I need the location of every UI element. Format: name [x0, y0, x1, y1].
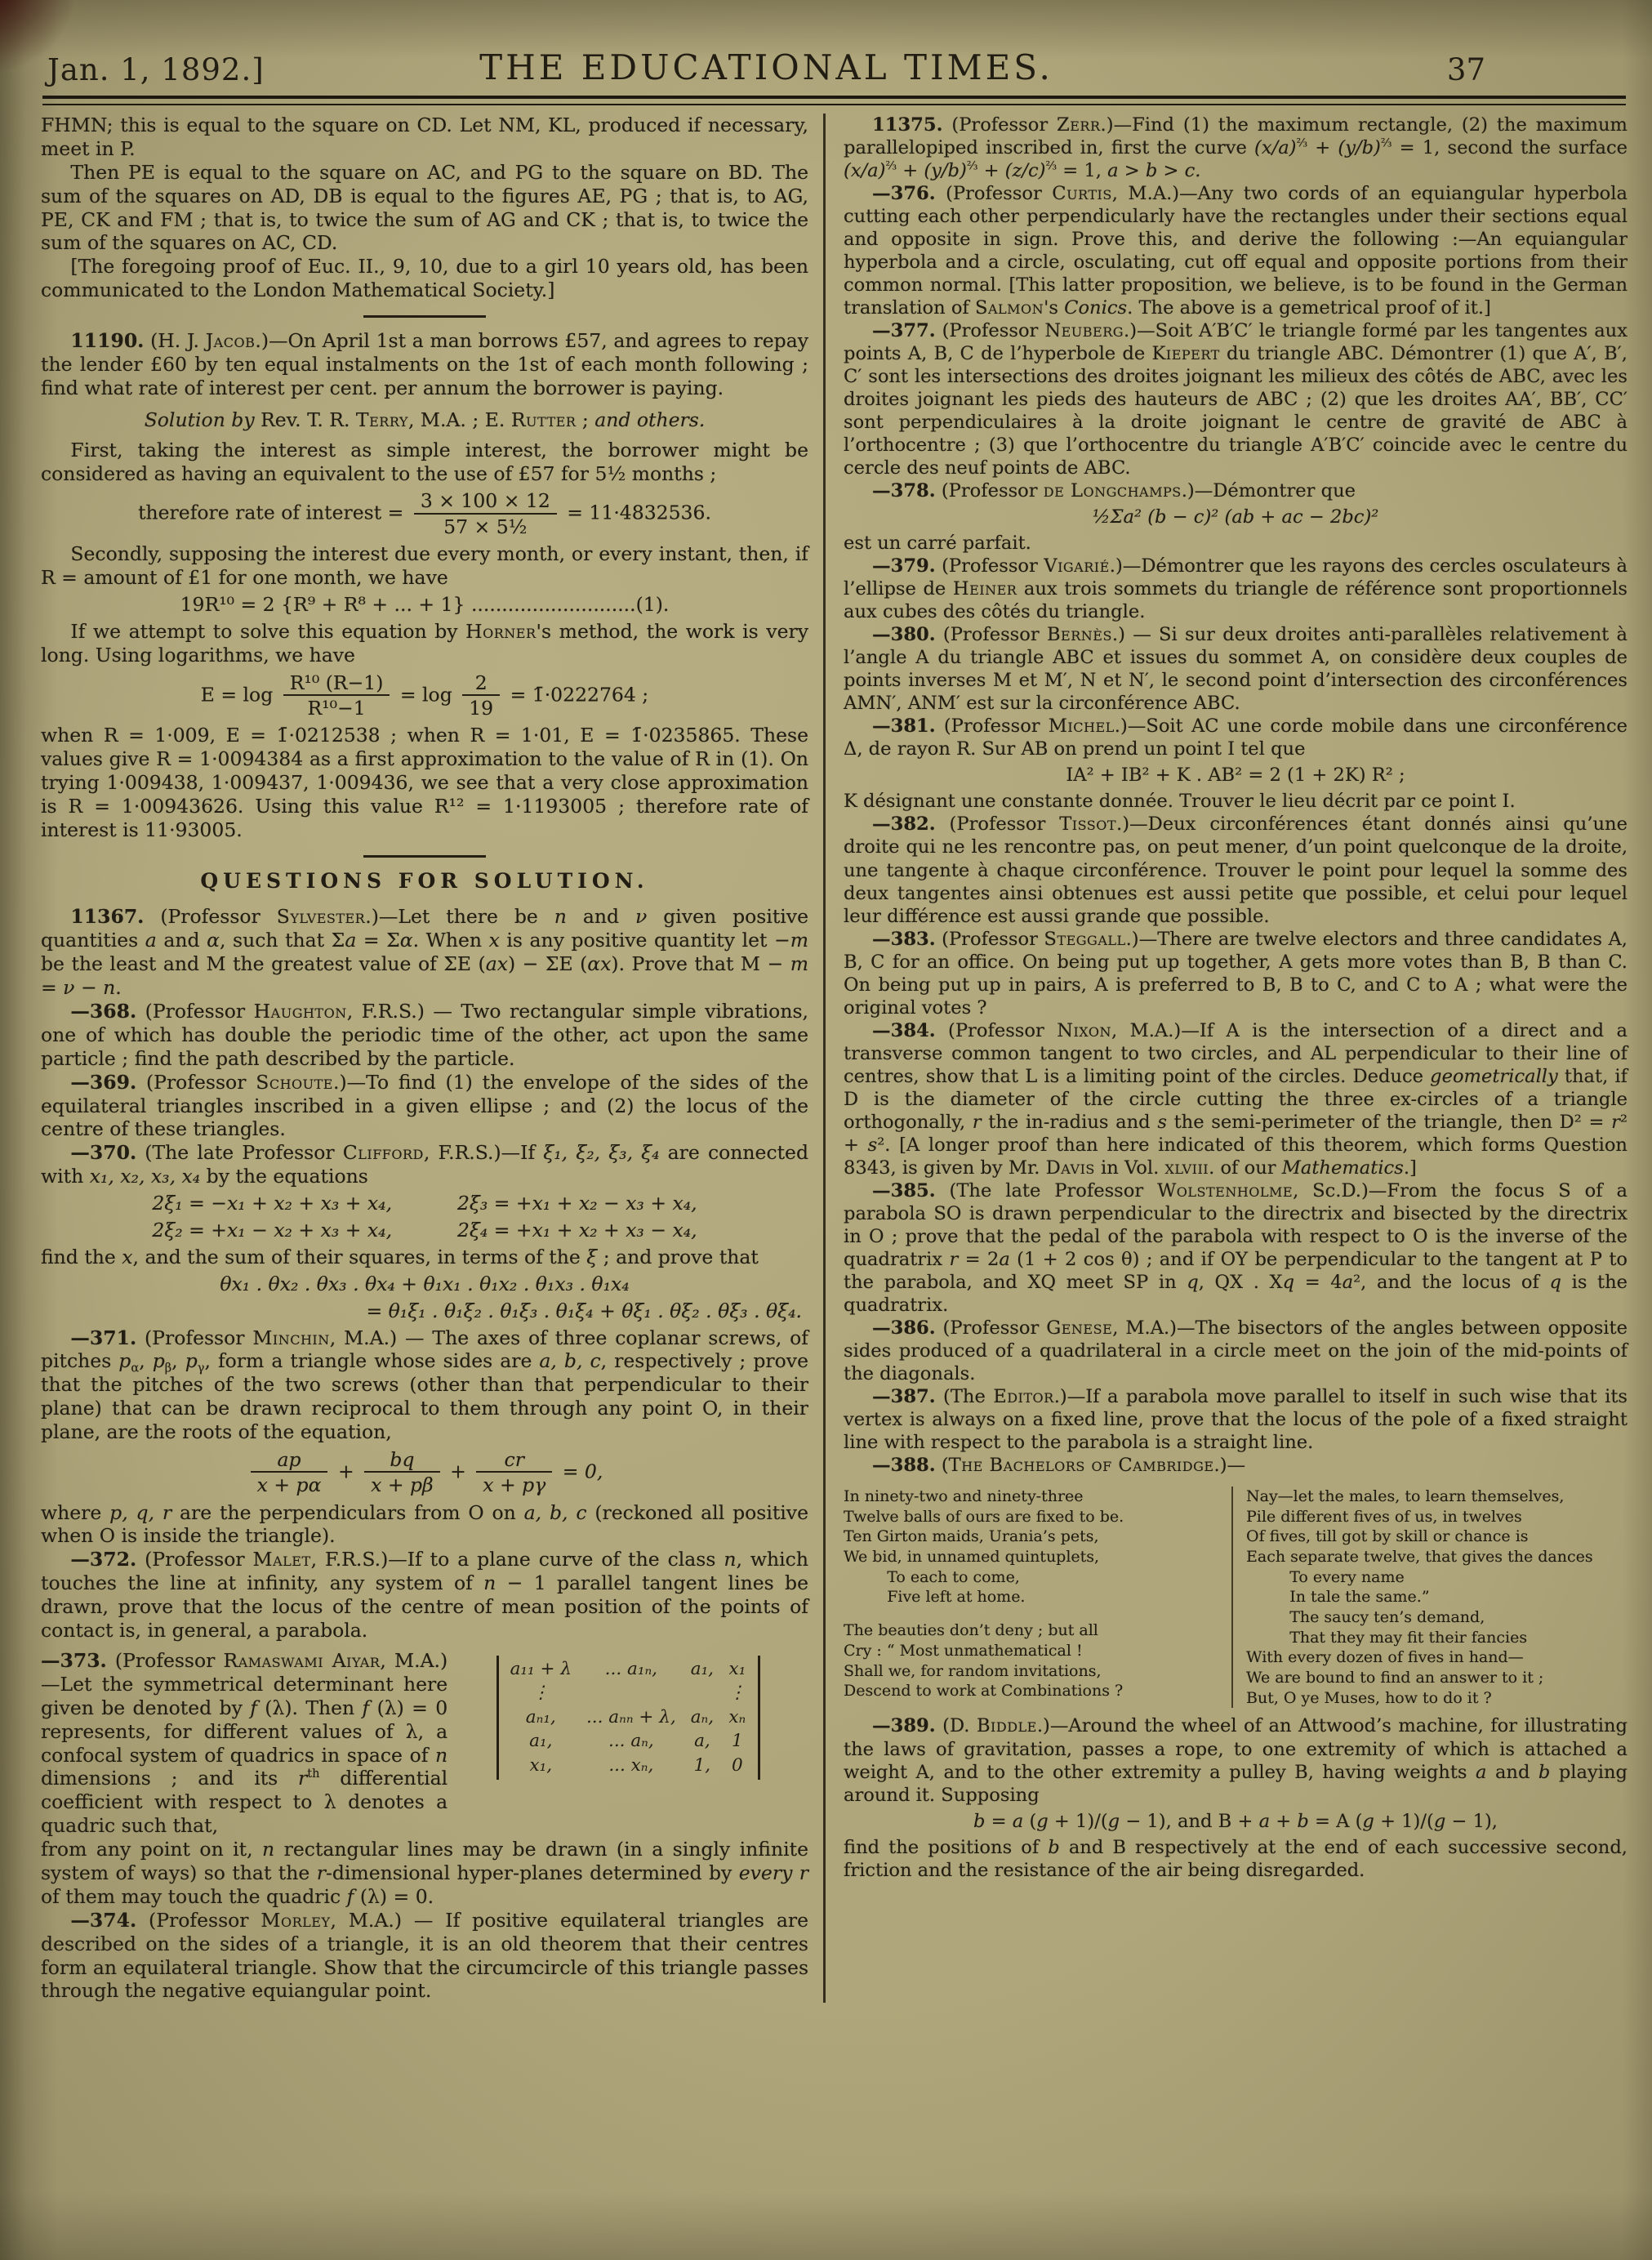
text-run: —379.	[872, 555, 936, 577]
text-run: n	[262, 1838, 275, 1861]
text-run: p	[185, 1349, 198, 1373]
paragraph: from any point on it, n rectangular lines may be drawn (in a singly infinite system of ways) so that the r-dimensional hyper-planes determined by every r of them may touch the quadric f (λ) = 0.	[41, 1838, 808, 1908]
paragraph: Then PE is equal to the square on AC, and PG to the square on BD. The sum of the squares on AD, DB is equal to the figures AE, PG ; that is, to AG, PE, CK and FM ; that is, to twice the sum of AG and CK ; that is, to twice the sum of the squares on AC, CD.	[41, 160, 808, 255]
question-paragraph: —380. (Professor Bernès.) — Si sur deux droites anti-parallèles relativement à l’angle A du triangle ABC et issues du sommet A, on considère deux couples de points inverses M et M′, N et N′, le second point d’intersection des circonférences AMN′, ANM′ est sur la circonférence ABC.	[844, 624, 1628, 715]
equation	[41, 1273, 808, 1296]
text-run: s	[1157, 1111, 1167, 1133]
matrix-cell: a,	[694, 1731, 710, 1752]
question-paragraph: —370. (The late Professor Clifford, F.R.S.)—If ξ₁, ξ₂, ξ₃, ξ₄ are connected with x₁, x₂, x₃, x₄ by the equations	[41, 1141, 808, 1188]
text-run: p	[118, 1349, 131, 1373]
column-divider	[823, 114, 826, 2003]
text-run: (x/a)	[844, 160, 886, 182]
equation	[41, 1219, 808, 1242]
text-run: 11367.	[70, 905, 145, 929]
section-divider	[363, 315, 486, 318]
text-run: ξ	[586, 1245, 598, 1268]
matrix-cell: 1,	[693, 1754, 711, 1776]
question-paragraph: —385. (The late Professor Wolstenholme, Sc.D.)—From the focus S of a parabola SO is drawn perpendicular to the directrix and bisected by the directrix in O ; prove that the pedal of the parabola with respect to O is the inverse of the quadratrix r = 2a (1 + 2 cos θ) ; and if OY be perpendicular to the tangent at P to the parabola, and XQ meet SP in q, QX . Xq = 4a², and the locus of q is the quadratrix.	[844, 1179, 1628, 1316]
question-paragraph: —387. (The Editor.)—If a parabola move parallel to itself in such wise that its vertex is always on a fixed line, prove that the locus of the pole of a fixed straight line with respect to the parabola is a straight line.	[844, 1385, 1628, 1453]
verse-line: To every name	[1289, 1567, 1405, 1586]
text-run: f	[250, 1696, 257, 1719]
matrix-cell: a₁₁ + λ	[510, 1658, 572, 1679]
question-paragraph: —373. (Professor Ramaswami Aiyar, M.A.)—Let the symmetrical determinant here given be denoted by f (λ). Then f (λ) = 0 represents, for different values of λ, a confocal system of quadrics in space of n dimensions ; and its $r^{th}$ differential coefficient with respect to λ denotes a quadric such that,	[41, 1648, 448, 1838]
text-run: —388.	[872, 1454, 936, 1476]
text-run: q	[1549, 1271, 1561, 1293]
text-run: n	[435, 1743, 448, 1767]
page-header	[47, 47, 1624, 87]
text-run: —387.	[872, 1385, 936, 1407]
text-run: b	[973, 1810, 986, 1832]
text-run: —389.	[872, 1715, 936, 1737]
paragraph: where p, q, r are the perpendiculars from O on a, b, c (reckoned all positive when O is inside the triangle).	[41, 1500, 808, 1548]
text-run: Nixon	[1057, 1019, 1112, 1041]
paragraph: [The foregoing proof of Euc. II., 9, 10, due to a girl 10 years old, has been communicated to the London Mathematical Society.]	[41, 255, 808, 302]
text-run: + (y/b)	[897, 160, 967, 182]
question-paragraph: —371. (Professor Minchin, M.A.) — The axes of three coplanar screws, of pitches $p_\alpha$, $p_\beta$, $p_\gamma$, form a triangle whose sides are a, b, c, respectively ; prove that the pitches of the two screws (other than that perpendicular to their plane) that can be drawn reciprocal to them through any point O, in their plane, are the roots of the equation,	[41, 1326, 808, 1444]
question-paragraph: —383. (Professor Steggall.)—There are twelve electors and three candidates A, B, C for an office. On being put up together, A gets more votes than B, B than C. On being put up in pairs, A is preferred to B, B to C, and C to A ; what were the original votes ?	[844, 928, 1628, 1019]
text-run: —371.	[70, 1326, 137, 1349]
verse-line: Descend to work at Combinations ?	[844, 1682, 1124, 1701]
text-run: g	[1036, 1810, 1049, 1832]
text-run: —380.	[872, 624, 936, 646]
text-run: ⅔	[1296, 136, 1308, 150]
verse-line: Cry : “ Most unmathematical !	[844, 1641, 1083, 1660]
text-run: Curtis	[1052, 183, 1112, 205]
text-run: —369.	[70, 1070, 137, 1094]
right-column	[826, 114, 1628, 2003]
text-run: ax	[485, 952, 508, 976]
text-run: —368.	[70, 999, 137, 1023]
text-run: Genese	[1046, 1317, 1113, 1339]
text-run: ν	[635, 905, 648, 929]
verse-column	[1231, 1487, 1628, 1709]
text-run: r	[316, 1861, 326, 1884]
text-run: ⅔	[966, 159, 978, 173]
text-run: b	[1538, 1761, 1551, 1783]
numerator: cr	[504, 1447, 524, 1471]
text-run: 2ξ₄ = +x₁ + x₂ + x₃ − x₄,	[456, 1218, 697, 1241]
text-run: Vigarié	[1044, 555, 1110, 577]
verse-line: To each to come,	[887, 1567, 1020, 1586]
verse-line	[844, 1607, 1225, 1620]
text-run: —381.	[872, 715, 936, 738]
text-run: Zerr	[1057, 114, 1101, 136]
matrix-cell: ⋮	[728, 1683, 746, 1704]
text-run: Minchin	[252, 1326, 330, 1349]
text-run: a	[1012, 1810, 1024, 1832]
text-run: Clifford	[342, 1141, 424, 1165]
question-paragraph: —368. (Professor Haughton, F.R.S.) — Two rectangular simple vibrations, one of which has double the periodic time of the other, act upon the same particle ; find the path described by the particle.	[41, 999, 808, 1070]
matrix-cell: a₁,	[529, 1731, 553, 1752]
text-run: 11375.	[872, 114, 943, 136]
question-paragraph: 11190. (H. J. Jacob.)—On April 1st a man borrows £57, and agrees to repay the lender £60 by ten equal instalments on the 1st of each month following ; find what rate of interest per cent. per annum the borrower is paying.	[41, 329, 808, 399]
fraction	[251, 1449, 328, 1496]
text-run: r	[972, 1111, 982, 1133]
text-run: n	[724, 1548, 737, 1571]
text-run: γ	[197, 1362, 205, 1376]
left-column	[41, 114, 823, 2003]
text-run: (x/a)	[1254, 137, 1297, 159]
text-run: β	[164, 1362, 172, 1376]
text-run: —378.	[872, 480, 936, 502]
text-run: g	[1362, 1810, 1374, 1832]
equation: b = a (g + 1)/(g − 1), and B + a + b = A (g + 1)/(g − 1),	[973, 1810, 1498, 1832]
equation	[41, 1192, 808, 1215]
verse-line: Of fives, till got by skill or chance is	[1246, 1527, 1529, 1546]
text-run: a, b, c	[539, 1349, 601, 1373]
matrix-cell: 0	[731, 1754, 743, 1776]
text-run: Editor	[993, 1385, 1054, 1407]
fraction	[476, 1449, 552, 1496]
text-run: + (y/b)	[1307, 137, 1381, 159]
header-date: Jan. 1, 1892.]	[47, 52, 265, 87]
text-run: 2ξ₁ = −x₁ + x₂ + x₃ + x₄,	[152, 1192, 393, 1215]
text-run: x	[488, 929, 500, 952]
verse-line: Shall we, for random invitations,	[844, 1661, 1102, 1680]
text-run: a	[345, 929, 357, 952]
text-run: —386.	[872, 1317, 936, 1339]
question-paragraph: —379. (Professor Vigarié.)—Démontrer que les rayons des cercles osculateurs à l’ellipse de Heiner aux trois sommets du triangle de référence sont proportionnels aux cubes des côtés du triangle.	[844, 555, 1628, 623]
verse-line: Five left at home.	[887, 1588, 1026, 1607]
question-paragraph: —388. (The Bachelors of Cambridge.)—	[872, 1454, 1246, 1476]
verse-line: Ten Girton maids, Urania’s pets,	[844, 1527, 1099, 1546]
question-paragraph: —377. (Professor Neuberg.)—Soit A′B′C′ le triangle formé par les tangentes aux points A, B, C de l’hyperbole de Kiepert du triangle ABC. Démontrer (1) que A′, B′, C′ sont les intersections des droites joignant les milieux des côtés de ABC, avec les droites joignant les pieds des hauteurs de ABC ; (2) que les droites AA′, BB′, CC′ sont perpendiculaires à la droite joignant le centre de gravité de ABC à l’orthocentre ; (3) que l’orthocentre du triangle A′B′C′ coincide avec le centre du cercle des neuf points de ABC.	[844, 320, 1628, 479]
text-run: The Bachelors of Cambridge	[948, 1454, 1214, 1476]
equation: E = log $\frac{\text{R¹⁰ (R−1)}}{\text{R¹⁰−1}}$ = log $\frac{2}{19}$ = 1̄·0222764 ;	[200, 671, 649, 720]
text-run: α	[207, 929, 220, 952]
text-run: ½Σa² (b − c)² (ab + ac − 2bc)²	[1092, 506, 1379, 528]
matrix-cell: aₙ,	[690, 1706, 715, 1727]
text-run: α	[131, 1362, 140, 1376]
text-run: Tissot	[1059, 814, 1117, 836]
matrix-cell: ⋮	[532, 1683, 550, 1704]
question-paragraph: —378. (Professor de Longchamps.)—Démontrer que	[872, 480, 1356, 502]
text-run: Steggall	[1044, 928, 1126, 950]
text-run: a	[1342, 1271, 1354, 1293]
paragraph: find the positions of b and B respectively at the end of each successive second, friction and the resistance of the air being disregarded.	[844, 1836, 1628, 1881]
matrix-cell: ... xₙ,	[608, 1754, 654, 1776]
text-run: Heiner	[952, 578, 1017, 600]
text-run: —383.	[872, 928, 936, 950]
denominator: x + pβ	[364, 1471, 440, 1496]
equation: IA² + IB² + K . AB² = 2 (1 + 2K) R² ;	[1066, 764, 1405, 787]
text-run: n	[554, 905, 567, 929]
paragraph: find the x, and the sum of their squares, in terms of the ξ ; and prove that	[41, 1245, 759, 1268]
text-run: q	[1282, 1271, 1295, 1293]
text-run: 2ξ₃ = +x₁ + x₂ − x₃ + x₄,	[456, 1192, 697, 1215]
numerator: 2	[474, 671, 488, 694]
text-run: f	[362, 1696, 370, 1719]
denominator: 19	[462, 694, 500, 719]
text-run: Kiepert	[1151, 343, 1220, 365]
fraction	[462, 672, 500, 720]
solution-byline: Solution by Rev. T. R. Terry, M.A. ; E. Rutter ; and others.	[144, 408, 706, 431]
determinant-block	[41, 1649, 808, 1838]
text-run: Neuberg	[1044, 320, 1124, 342]
text-run: Horner	[465, 619, 537, 643]
denominator: x + pγ	[476, 1471, 552, 1496]
text-run: p, q, r	[109, 1500, 172, 1524]
text-run: m	[790, 929, 808, 952]
equation: therefore rate of interest = $\frac{3 \times 100 \times 12}{\text{57 × 5½}}$ = 11·4832536.	[138, 489, 711, 538]
text-run: —372.	[70, 1548, 137, 1571]
question-paragraph: —389. (D. Biddle.)—Around the wheel of an Attwood’s machine, for illustrating the laws of gravitation, passes a rope, to one extremity of which is attached a weight A, and to the other extremity a pulley B, having weights a and b playing around it. Supposing	[844, 1715, 1628, 1806]
text-run: g	[1433, 1810, 1446, 1832]
text-run: Mathematics	[1281, 1157, 1404, 1179]
denominator: 57 × 5½	[414, 513, 557, 537]
verse-line: With every dozen of fives in hand—	[1246, 1648, 1524, 1667]
numerator: bq	[390, 1447, 415, 1471]
page-title: THE EDUCATIONAL TIMES.	[479, 47, 1053, 87]
text-run: Salmon	[974, 297, 1044, 319]
matrix-cell: a₁,	[690, 1658, 715, 1679]
numerator: R¹⁰ (R−1)	[289, 671, 384, 694]
text-run: Schoute	[256, 1070, 333, 1094]
text-run: geometrically	[1430, 1065, 1558, 1087]
content	[41, 114, 1628, 2003]
verse-line: That they may fit their fancies	[1289, 1628, 1528, 1647]
text-run: a	[1476, 1761, 1487, 1783]
text-run: a	[145, 929, 157, 952]
text-run: xlviii	[1164, 1157, 1209, 1179]
question-paragraph: 11375. (Professor Zerr.)—Find (1) the maximum rectangle, (2) the maximum parallelopiped inscribed in, first the curve $(x/a)^{\frac{2}{3}} + (y/b)^{\frac{2}{3}} = 1$, second the surface $(x/a)^{\frac{2}{3}} + (y/b)^{\frac{2}{3}} + (z/c)^{\frac{2}{3}} = 1$, a > b > c.	[844, 114, 1628, 182]
matrix-cell: ... a₁ₙ,	[604, 1658, 657, 1679]
text-run: αx	[587, 952, 612, 976]
text-run: —374.	[70, 1908, 137, 1932]
text-run: —377.	[872, 320, 936, 342]
verse-question	[844, 1487, 1628, 1709]
header-rule	[42, 96, 1626, 105]
text-run: g	[1107, 1810, 1120, 1832]
fraction	[414, 490, 557, 537]
text-run: a	[1258, 1810, 1271, 1832]
text-run: x₁, x₂, x₃, x₄	[89, 1165, 201, 1188]
equation: 19R¹⁰ = 2 {R⁹ + R⁸ + ... + 1} ...........................(1).	[180, 592, 670, 616]
fraction	[283, 672, 390, 720]
text-run: n	[483, 1571, 496, 1595]
text-run: Terry	[355, 408, 408, 431]
text-run: —385.	[872, 1179, 936, 1201]
text-run: Davis	[1045, 1157, 1095, 1179]
verse-line: Nay—let the males, to learn themselves,	[1246, 1487, 1565, 1505]
matrix-cell: x₁	[728, 1658, 746, 1679]
text-run: 11190.	[70, 329, 145, 353]
denominator: x + pα	[251, 1471, 328, 1496]
text-run: ⅔	[1045, 159, 1058, 173]
text-run: r	[949, 1248, 959, 1270]
verse-column	[844, 1487, 1231, 1709]
equation	[844, 506, 1628, 528]
text-run: Malet	[252, 1548, 311, 1571]
text-run: Ramaswami Aiyar	[223, 1648, 381, 1672]
text-run: m	[790, 952, 808, 976]
text-run: Sylvester	[276, 905, 366, 929]
text-run: de Longchamps	[1043, 480, 1182, 502]
matrix-cell: x₁,	[529, 1754, 553, 1776]
section-title: QUESTIONS FOR SOLUTION.	[200, 868, 649, 893]
verse-line: But, O ye Muses, how to do it ?	[1246, 1688, 1492, 1707]
verse-line: We bid, in unnamed quintuplets,	[844, 1547, 1100, 1566]
text-run: and others.	[594, 408, 706, 431]
fraction	[364, 1449, 440, 1496]
text-run: α	[399, 929, 413, 952]
matrix-cell: xₙ	[728, 1706, 746, 1727]
text-run: p	[152, 1349, 165, 1373]
question-paragraph: —384. (Professor Nixon, M.A.)—If A is the intersection of a direct and a transverse common tangent to two circles, and AL perpendicular to their line of centres, show that L is a limiting point of the circles. Deduce geometrically that, if D is the diameter of the circle cutting the three ex-circles of a triangle orthogonally, r the in-radius and s the semi-perimeter of the triangle, then D² = r² + s². [A longer proof than here indicated of this theorem, which forms Question 8343, is given by Mr. Davis in Vol. xlviii. of our Mathematics.]	[844, 1019, 1628, 1179]
text-run: ⅔	[1380, 136, 1392, 150]
question-paragraph: —376. (Professor Curtis, M.A.)—Any two cords of an equiangular hyperbola cutting each other perpendicularly have the rectangles under their sections equal and opposite in sign. Prove this, and derive the following :—An equiangular hyperbola and a circle, osculating, cut off equal and opposite portions from their common normal. [This latter proposition, we believe, is to be found in the German translation of Salmon's Conics. The above is a gemetrical proof of it.]	[844, 183, 1628, 319]
text-run: = θ₁ξ₁ . θ₁ξ₂ . θ₁ξ₃ . θ₁ξ₄ + θξ₁ . θξ₂ . θξ₃ . θξ₄.	[366, 1299, 802, 1322]
verse-line: Each separate twelve, that gives the dances	[1246, 1547, 1593, 1566]
paragraph: when R = 1·009, E = 1̄·0212538 ; when R = 1·01, E = 1̄·0235865. These values give R = 1·0094384 as a first approximation to the value of R in (1). On trying 1·009438, 1·009437, 1·009436, we see that a very close approximation is R = 1·00943626. Using this value R¹² = 1·1193005 ; therefore rate of interest is 11·93005.	[41, 724, 808, 841]
text-run: r	[298, 1767, 308, 1790]
text-run: b	[1048, 1836, 1060, 1858]
text-run: Haughton	[253, 999, 347, 1023]
verse-line: Twelve balls of ours are fixed to be.	[844, 1507, 1124, 1526]
paragraph: FHMN; this is equal to the square on CD. Let NM, KL, produced if necessary, meet in P.	[41, 114, 808, 160]
question-paragraph: —381. (Professor Michel.)—Soit AC une corde mobile dans une circonférence Δ, de rayon R. Sur AB on prend un point I tel que	[844, 715, 1628, 760]
text-run: —370.	[70, 1141, 137, 1165]
question-paragraph: —386. (Professor Genese, M.A.)—The bisectors of the angles between opposite sides produced of a quadrilateral in a circle meet on the join of the mid-points of the diagonals.	[844, 1317, 1628, 1384]
text-run: —382.	[872, 814, 936, 836]
page-number: 37	[1446, 52, 1485, 87]
paragraph: If we attempt to solve this equation by Horner's method, the work is very long. Using logarithms, we have	[41, 619, 808, 666]
text-run: b	[1297, 1810, 1309, 1832]
text-run: Conics	[1064, 297, 1128, 319]
text-run: f	[346, 1884, 354, 1908]
text-run: a	[999, 1248, 1010, 1270]
matrix-cell: ... aₙₙ + λ,	[586, 1706, 676, 1727]
numerator: ap	[277, 1447, 301, 1471]
question-paragraph: 11367. (Professor Sylvester.)—Let there be n and ν given positive quantities a and α, such that Σa = Σα. When x is any positive quantity let −m be the least and M the greatest value of ΣE (ax) − ΣE (αx). Prove that M − m = ν − n.	[41, 905, 808, 1000]
text-run: n	[103, 976, 116, 1000]
text-run: Wolstenholme	[1157, 1179, 1294, 1201]
text-run: Solution by	[144, 408, 255, 431]
equation	[41, 1299, 808, 1323]
equation: $\frac{ap}{x + p\alpha}$ + $\frac{bq}{x + p\beta}$ + $\frac{cr}{x + p\gamma}$ = 0,	[41, 1447, 808, 1498]
text-run: a > b > c.	[1107, 160, 1201, 182]
text-run: ξ₁, ξ₂, ξ₃, ξ₄	[543, 1141, 660, 1165]
question-paragraph: —369. (Professor Schoute.)—To find (1) the envelope of the sides of the equilateral triangles inscribed in a given ellipse ; and (2) the locus of the centre of these triangles.	[41, 1070, 808, 1141]
text-run: Michel	[1048, 715, 1115, 738]
text-run: th	[307, 1767, 320, 1781]
text-run: —376.	[872, 183, 936, 205]
denominator: R¹⁰−1	[283, 694, 390, 719]
text-run: + (z/c)	[977, 160, 1046, 182]
text-run: a, b, c	[523, 1500, 587, 1524]
section-divider	[363, 855, 486, 858]
paragraph: K désignant une constante donnée. Trouver le lieu décrit par ce point I.	[844, 791, 1516, 813]
text-run: s	[867, 1134, 878, 1156]
verse-line: We are bound to find an answer to it ;	[1246, 1669, 1544, 1687]
text-run: 2ξ₂ = +x₁ − x₂ + x₃ + x₄,	[152, 1218, 393, 1241]
question-paragraph: —374. (Professor Morley, M.A.) — If positive equilateral triangles are described on the sides of a triangle, it is an old theorem that their centres form an equilateral triangle. Show that the circumcircle of this triangle passes through the negative equiangular point.	[41, 1908, 808, 2003]
text-run: —373.	[41, 1648, 107, 1672]
text-run: x	[122, 1245, 133, 1268]
text-run: Morley	[260, 1908, 331, 1932]
paragraph: First, taking the interest as simple interest, the borrower might be considered as having an equivalent to the use of £57 for 5½ months ;	[41, 438, 808, 485]
verse-line: The beauties don’t deny ; but all	[844, 1621, 1098, 1640]
text-run: —384.	[872, 1019, 936, 1041]
text-run: Jacob	[205, 329, 256, 353]
matrix-cell: ... aₙ,	[608, 1731, 654, 1752]
verse-line: In ninety-two and ninety-three	[844, 1487, 1084, 1505]
determinant-matrix-wrap	[448, 1649, 808, 1780]
text-run: Biddle	[976, 1715, 1037, 1737]
text-run: every r	[738, 1861, 808, 1884]
verse-line: The saucy ten’s demand,	[1289, 1608, 1485, 1627]
paragraph: Secondly, supposing the interest due every month, or every instant, then, if R = amount of £1 for one month, we have	[41, 542, 808, 589]
question-paragraph: —372. (Professor Malet, F.R.S.)—If to a plane curve of the class n, which touches the line at infinity, any system of n − 1 parallel tangent lines be drawn, prove that the locus of the centre of mean position of the points of contact is, in general, a parabola.	[41, 1548, 808, 1643]
text-run: ⅔	[885, 159, 897, 173]
text-run: Bernès	[1046, 624, 1112, 646]
text-run: ν	[63, 976, 75, 1000]
numerator: 3 × 100 × 12	[420, 489, 550, 513]
paragraph: est un carré parfait.	[844, 533, 1031, 555]
matrix-cell	[586, 1683, 676, 1704]
question-paragraph: —382. (Professor Tissot.)—Deux circonférences étant donnés ainsi qu’une droite qui ne les rencontre pas, on peut mener, d’un point quelconque de la droite, une tangente à chaque circonférence. Trouver le point pour lequel la somme des deux tangentes ainsi obtenues est aussi petite que possible, et celui pour lequel leur différence est aussi grande que possible.	[844, 814, 1628, 927]
determinant-matrix	[496, 1656, 760, 1780]
matrix-cell: 1	[731, 1731, 743, 1752]
text-run: r	[1611, 1111, 1620, 1133]
text-run: q	[1187, 1271, 1199, 1293]
verse-line: Pile different fives of us, in twelves	[1246, 1507, 1522, 1526]
verse-line: In tale the same.”	[1289, 1588, 1430, 1607]
text-run: Rutter	[510, 408, 577, 431]
matrix-cell: aₙ₁,	[525, 1706, 556, 1727]
matrix-cell	[691, 1683, 714, 1704]
text-run: θx₁ . θx₂ . θx₃ . θx₄ + θ₁x₁ . θ₁x₂ . θ₁x₃ . θ₁x₄	[220, 1272, 630, 1295]
